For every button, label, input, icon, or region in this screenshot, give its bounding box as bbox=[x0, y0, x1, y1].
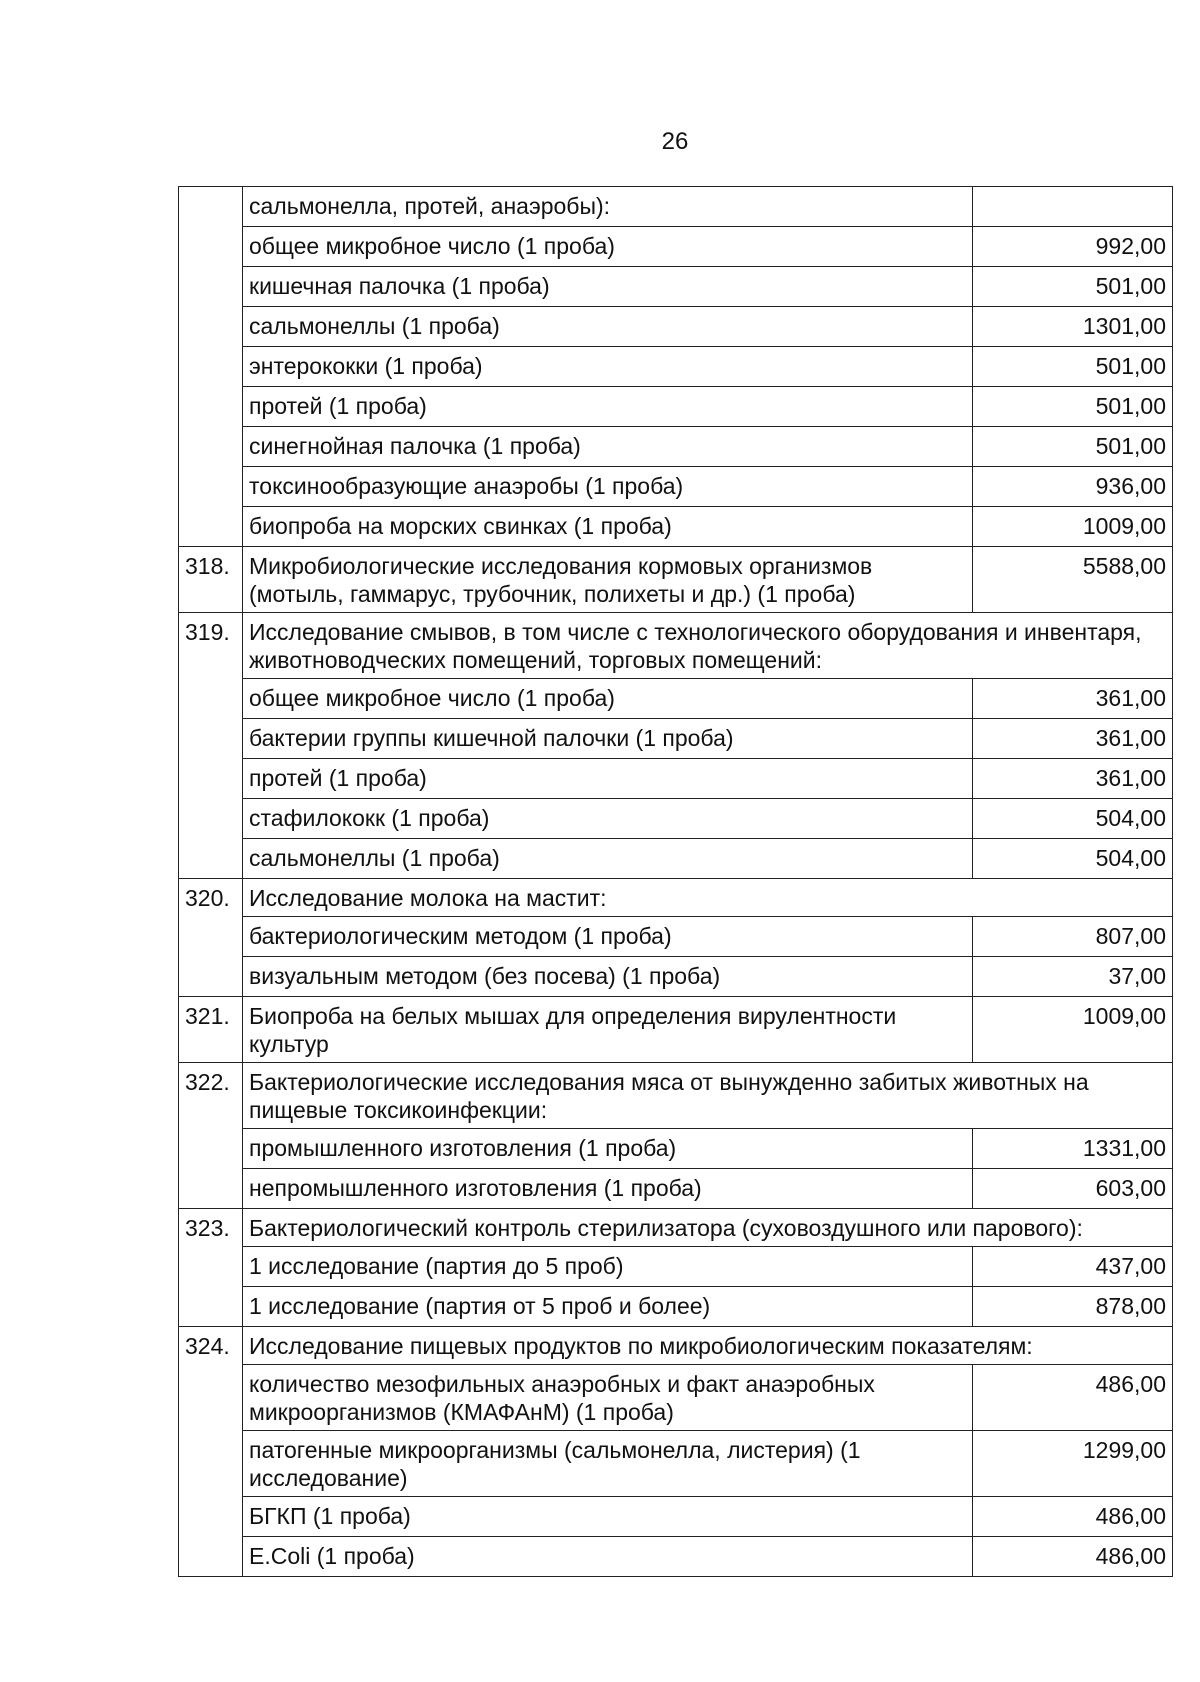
service-price: 878,00 bbox=[973, 1287, 1173, 1327]
table-row bbox=[179, 1365, 1173, 1431]
group-header-text: Исследование смывов, в том числе с технологического оборудования и инвентаря, животноводческих помещений, торговых помещений: bbox=[243, 613, 1173, 679]
table-row bbox=[179, 427, 1173, 467]
service-description: стафилококк (1 проба) bbox=[243, 799, 973, 839]
service-price: 603,00 bbox=[973, 1169, 1173, 1209]
service-price: 504,00 bbox=[973, 799, 1173, 839]
table-row bbox=[179, 187, 1173, 227]
service-description: E.Coli (1 проба) bbox=[243, 1537, 973, 1577]
service-price: 1299,00 bbox=[973, 1431, 1173, 1497]
service-price: 437,00 bbox=[973, 1247, 1173, 1287]
item-number: 323. bbox=[179, 1209, 243, 1327]
group-header-row bbox=[179, 1209, 1173, 1247]
table-row bbox=[179, 1497, 1173, 1537]
group-header-row bbox=[179, 879, 1173, 917]
service-description: общее микробное число (1 проба) bbox=[243, 679, 973, 719]
service-price: 807,00 bbox=[973, 917, 1173, 957]
group-header-text: Исследование молока на мастит: bbox=[243, 879, 1173, 917]
service-description: протей (1 проба) bbox=[243, 387, 973, 427]
service-price: 486,00 bbox=[973, 1537, 1173, 1577]
table-row bbox=[179, 759, 1173, 799]
service-price: 361,00 bbox=[973, 759, 1173, 799]
service-description: энтерококки (1 проба) bbox=[243, 347, 973, 387]
table-row bbox=[179, 1537, 1173, 1577]
service-price bbox=[973, 187, 1173, 227]
service-price: 1009,00 bbox=[973, 507, 1173, 547]
service-description: патогенные микроорганизмы (сальмонелла, листерия) (1 исследование) bbox=[243, 1431, 973, 1497]
service-description: протей (1 проба) bbox=[243, 759, 973, 799]
service-price: 486,00 bbox=[973, 1365, 1173, 1431]
service-price: 1301,00 bbox=[973, 307, 1173, 347]
table-row bbox=[179, 1129, 1173, 1169]
item-number: 321. bbox=[179, 997, 243, 1063]
group-header-text: Бактериологические исследования мяса от вынужденно забитых животных на пищевые токсикоинфекции: bbox=[243, 1063, 1173, 1129]
table-row bbox=[179, 547, 1173, 613]
service-price: 501,00 bbox=[973, 347, 1173, 387]
service-description: кишечная палочка (1 проба) bbox=[243, 267, 973, 307]
table-row bbox=[179, 387, 1173, 427]
service-price: 37,00 bbox=[973, 957, 1173, 997]
page-number: 26 bbox=[661, 128, 689, 155]
service-price: 486,00 bbox=[973, 1497, 1173, 1537]
price-table-body bbox=[179, 187, 1173, 1577]
service-price: 5588,00 bbox=[973, 547, 1173, 613]
service-price: 936,00 bbox=[973, 467, 1173, 507]
service-description: 1 исследование (партия до 5 проб) bbox=[243, 1247, 973, 1287]
item-number: 324. bbox=[179, 1327, 243, 1577]
service-description: непромышленного изготовления (1 проба) bbox=[243, 1169, 973, 1209]
service-price: 361,00 bbox=[973, 679, 1173, 719]
group-header-row bbox=[179, 1063, 1173, 1129]
table-row bbox=[179, 917, 1173, 957]
table-row bbox=[179, 267, 1173, 307]
table-row bbox=[179, 799, 1173, 839]
group-header-row bbox=[179, 613, 1173, 679]
service-description: сальмонеллы (1 проба) bbox=[243, 839, 973, 879]
table-row bbox=[179, 307, 1173, 347]
service-price: 1331,00 bbox=[973, 1129, 1173, 1169]
table-row bbox=[179, 347, 1173, 387]
service-price: 501,00 bbox=[973, 387, 1173, 427]
service-description: сальмонеллы (1 проба) bbox=[243, 307, 973, 347]
table-row bbox=[179, 1169, 1173, 1209]
table-row bbox=[179, 1247, 1173, 1287]
service-description: количество мезофильных анаэробных и факт анаэробных микроорганизмов (КМАФАнМ) (1 проба) bbox=[243, 1365, 973, 1431]
item-number: 320. bbox=[179, 879, 243, 997]
service-price: 992,00 bbox=[973, 227, 1173, 267]
table-row bbox=[179, 227, 1173, 267]
service-description: Микробиологические исследования кормовых организмов (мотыль, гаммарус, трубочник, полихеты и др.) (1 проба) bbox=[243, 547, 973, 613]
group-header-text: Исследование пищевых продуктов по микробиологическим показателям: bbox=[243, 1327, 1173, 1365]
service-description: промышленного изготовления (1 проба) bbox=[243, 1129, 973, 1169]
item-number bbox=[179, 187, 243, 547]
table-row bbox=[179, 507, 1173, 547]
table-row bbox=[179, 839, 1173, 879]
service-description: 1 исследование (партия от 5 проб и более) bbox=[243, 1287, 973, 1327]
table-row bbox=[179, 1431, 1173, 1497]
service-description: Биопроба на белых мышах для определения вирулентности культур bbox=[243, 997, 973, 1063]
table-row bbox=[179, 679, 1173, 719]
service-description: сальмонелла, протей, анаэробы): bbox=[243, 187, 973, 227]
service-description: бактерии группы кишечной палочки (1 проба) bbox=[243, 719, 973, 759]
service-description: визуальным методом (без посева) (1 проба) bbox=[243, 957, 973, 997]
price-table bbox=[178, 186, 1173, 1577]
table-row bbox=[179, 719, 1173, 759]
service-description: токсинообразующие анаэробы (1 проба) bbox=[243, 467, 973, 507]
service-price: 504,00 bbox=[973, 839, 1173, 879]
table-row bbox=[179, 957, 1173, 997]
table-row bbox=[179, 997, 1173, 1063]
table-row bbox=[179, 1287, 1173, 1327]
item-number: 319. bbox=[179, 613, 243, 879]
item-number: 318. bbox=[179, 547, 243, 613]
service-price: 501,00 bbox=[973, 267, 1173, 307]
group-header-row bbox=[179, 1327, 1173, 1365]
group-header-text: Бактериологический контроль стерилизатора (суховоздушного или парового): bbox=[243, 1209, 1173, 1247]
item-number: 322. bbox=[179, 1063, 243, 1209]
service-price: 501,00 bbox=[973, 427, 1173, 467]
service-description: общее микробное число (1 проба) bbox=[243, 227, 973, 267]
service-description: синегнойная палочка (1 проба) bbox=[243, 427, 973, 467]
table-row bbox=[179, 467, 1173, 507]
service-price: 1009,00 bbox=[973, 997, 1173, 1063]
service-price: 361,00 bbox=[973, 719, 1173, 759]
service-description: БГКП (1 проба) bbox=[243, 1497, 973, 1537]
service-description: бактериологическим методом (1 проба) bbox=[243, 917, 973, 957]
service-description: биопроба на морских свинках (1 проба) bbox=[243, 507, 973, 547]
